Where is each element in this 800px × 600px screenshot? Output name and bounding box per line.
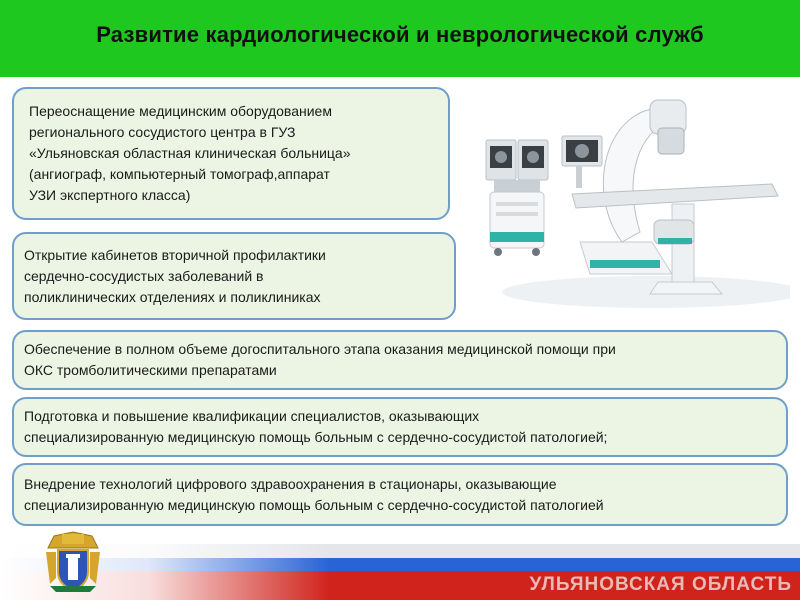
item-staff-training xyxy=(12,397,788,457)
item-line: Обеспечение в полном объеме догоспитального этапа оказания медицинской помощи при xyxy=(24,341,616,357)
item-line: Внедрение технологий цифрового здравоохранения в стационары, оказывающие xyxy=(24,475,557,492)
item-equipment-upgrade xyxy=(12,87,450,220)
item-text xyxy=(24,406,607,448)
item-prevention-offices xyxy=(12,232,456,320)
header-bar xyxy=(0,0,800,77)
item-text xyxy=(24,339,616,381)
item-line: регионального сосудистого центра в ГУЗ xyxy=(29,124,296,140)
angiograph-equipment-image xyxy=(472,92,790,314)
item-line: «Ульяновская областная клиническая больница» xyxy=(29,145,351,161)
coat-of-arms-emblem xyxy=(40,528,106,594)
item-line: (ангиограф, компьютерный томограф,аппарат xyxy=(29,166,330,182)
region-name: УЛЬЯНОВСКАЯ ОБЛАСТЬ xyxy=(529,574,792,595)
item-text xyxy=(24,245,326,308)
item-line: Открытие кабинетов вторичной профилактики xyxy=(24,246,326,263)
item-line: специализированную медицинскую помощь больным с сердечно-сосудистой патологией xyxy=(24,496,604,513)
page-title: Развитие кардиологической и неврологической служб xyxy=(96,22,704,47)
item-line: Переоснащение медицинским оборудованием xyxy=(29,103,332,119)
item-line: сердечно-сосудистых заболеваний в xyxy=(24,267,264,284)
item-text xyxy=(24,474,604,516)
item-digital-health xyxy=(12,463,788,526)
item-line: ОКС тромболитическими препаратами xyxy=(24,362,277,378)
item-line: Подготовка и повышение квалификации специалистов, оказывающих xyxy=(24,408,480,424)
item-text xyxy=(29,101,351,206)
item-line: специализированную медицинскую помощь больным с сердечно-сосудистой патологией; xyxy=(24,429,608,445)
item-line: УЗИ экспертного класса) xyxy=(29,187,191,203)
item-line: поликлинических отделениях и поликлиниках xyxy=(24,288,321,305)
item-prehospital-care xyxy=(12,330,788,390)
